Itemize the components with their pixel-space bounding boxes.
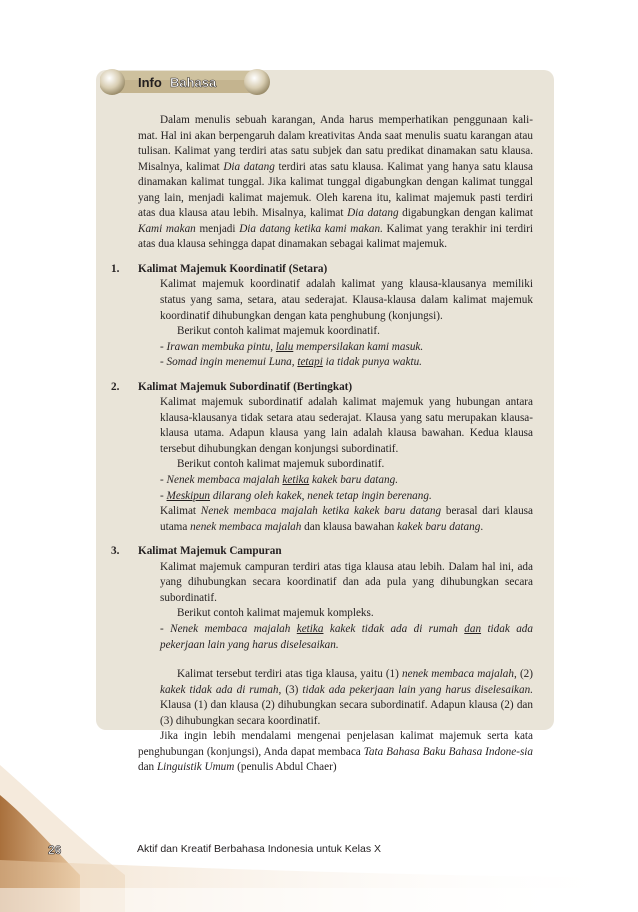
section-2-body: Kalimat majemuk subordinatif adalah kalimat majemuk yang hubungan antara klausa-klausanya tidak setara atau sederajat. Klausa yang satu merupakan klausa-klausa utama. Adapun klausa yang lain adalah klausa bawahan. Kedua klausa tersebut dihubungkan dengan konjungsi subordinatif.: [160, 396, 533, 455]
section-number: 1.: [111, 262, 120, 275]
info-bahasa-banner: [100, 62, 270, 106]
section-title: Kalimat Majemuk Campuran: [138, 545, 282, 558]
section-1-heading: [111, 262, 533, 278]
section-1-example-1: - Irawan membuka pintu, lalu mempersilakan kami masuk.: [160, 340, 424, 353]
banner-label-bahasa: Bahasa: [170, 75, 217, 90]
section-number: 2.: [111, 380, 120, 393]
section-3-example: - Nenek membaca majalah ketika kakek tidak ada di rumah dan tidak ada pekerjaan lain yang harus diselesaikan.: [160, 622, 533, 651]
intro-paragraph: Dalam menulis sebuah karangan, Anda harus memperhatikan penggunaan kali-mat. Hal ini akan berpengaruh dalam kreativitas Anda saat menulis suatu karangan atau tulisan. Kalimat yang terdiri atas satu subjek dan satu predikat dinamakan satu klausa. Misalnya, kalimat Dia datang terdiri atas satu klausa. Kalimat yang hanya satu klausa dinamakan kalimat tunggal. Jika kalimat tunggal digabungkan dengan kalimat tunggal yang lain, menjadi kalimat majemuk. Oleh karena itu, kalimat majemuk pasti terdiri atas dua klausa atau lebih. Misalnya, kalimat Dia datang digabungkan dengan kalimat Kami makan menjadi Dia datang ketika kami makan. Kalimat yang terakhir ini terdiri atas dua klausa sehingga dapat dinamakan sebagai kalimat majemuk.: [138, 114, 534, 251]
section-2-heading: [111, 380, 533, 396]
page-number: 26: [48, 843, 62, 857]
section-title: Kalimat Majemuk Koordinatif (Setara): [138, 262, 328, 275]
section-1-example-intro: Berikut contoh kalimat majemuk koordinatif.: [177, 325, 380, 338]
banner-right-ball-icon: [244, 69, 270, 95]
closing-paragraph: Jika ingin lebih mendalami mengenai penjelasan kalimat majemuk serta kata penghubungan (konjungsi), Anda dapat membaca Tata Bahasa Baku Bahasa Indone-sia dan Linguistik Umum (penulis Abdul Chaer): [138, 730, 534, 774]
banner-left-ball-icon: [100, 69, 125, 95]
section-3-heading: [111, 544, 533, 560]
section-2-example-2: - Meskipun dilarang oleh kakek, nenek tetap ingin berenang.: [160, 489, 432, 502]
section-3-example-intro: Berikut contoh kalimat majemuk kompleks.: [177, 607, 374, 620]
section-1-example-2: - Somad ingin menemui Luna, tetapi ia tidak punya waktu.: [160, 356, 422, 369]
banner-label-info: Info: [138, 75, 162, 90]
section-2-explanation: Kalimat Nenek membaca majalah ketika kakek baru datang berasal dari klausa utama nenek membaca majalah dan klausa bawahan kakek baru datang.: [160, 505, 533, 533]
info-content: [111, 113, 534, 776]
footer-book-title: Aktif dan Kreatif Berbahasa Indonesia untuk Kelas X: [137, 843, 381, 855]
section-3-explanation: Kalimat tersebut terdiri atas tiga klausa, yaitu (1) nenek membaca majalah, (2) kakek tidak ada di rumah, (3) tidak ada pekerjaan lain yang harus diselesaikan. Klausa (1) dan klausa (2) dihubungkan secara subordinatif. Adapun klausa (2) dan (3) dihubungkan secara koordinatif.: [160, 668, 533, 727]
section-title: Kalimat Majemuk Subordinatif (Bertingkat): [138, 380, 353, 393]
section-3-body: Kalimat majemuk campuran terdiri atas tiga klausa atau lebih. Dalam hal ini, ada yang dihubungkan secara koordinatif dan ada pula yang dihubungkan secara subordinatif.: [160, 560, 533, 604]
section-number: 3.: [111, 545, 120, 558]
section-2-example-1: - Nenek membaca majalah ketika kakek baru datang.: [160, 474, 398, 487]
section-1-body: Kalimat majemuk koordinatif adalah kalimat yang klausa-klausanya memiliki status yang sama, setara, atau sederajat. Klausa-klausa dalam kalimat majemuk koordinatif dihubungkan dengan kata penghubung (konjungsi).: [160, 278, 533, 322]
section-2-example-intro: Berikut contoh kalimat majemuk subordinatif.: [177, 458, 385, 471]
